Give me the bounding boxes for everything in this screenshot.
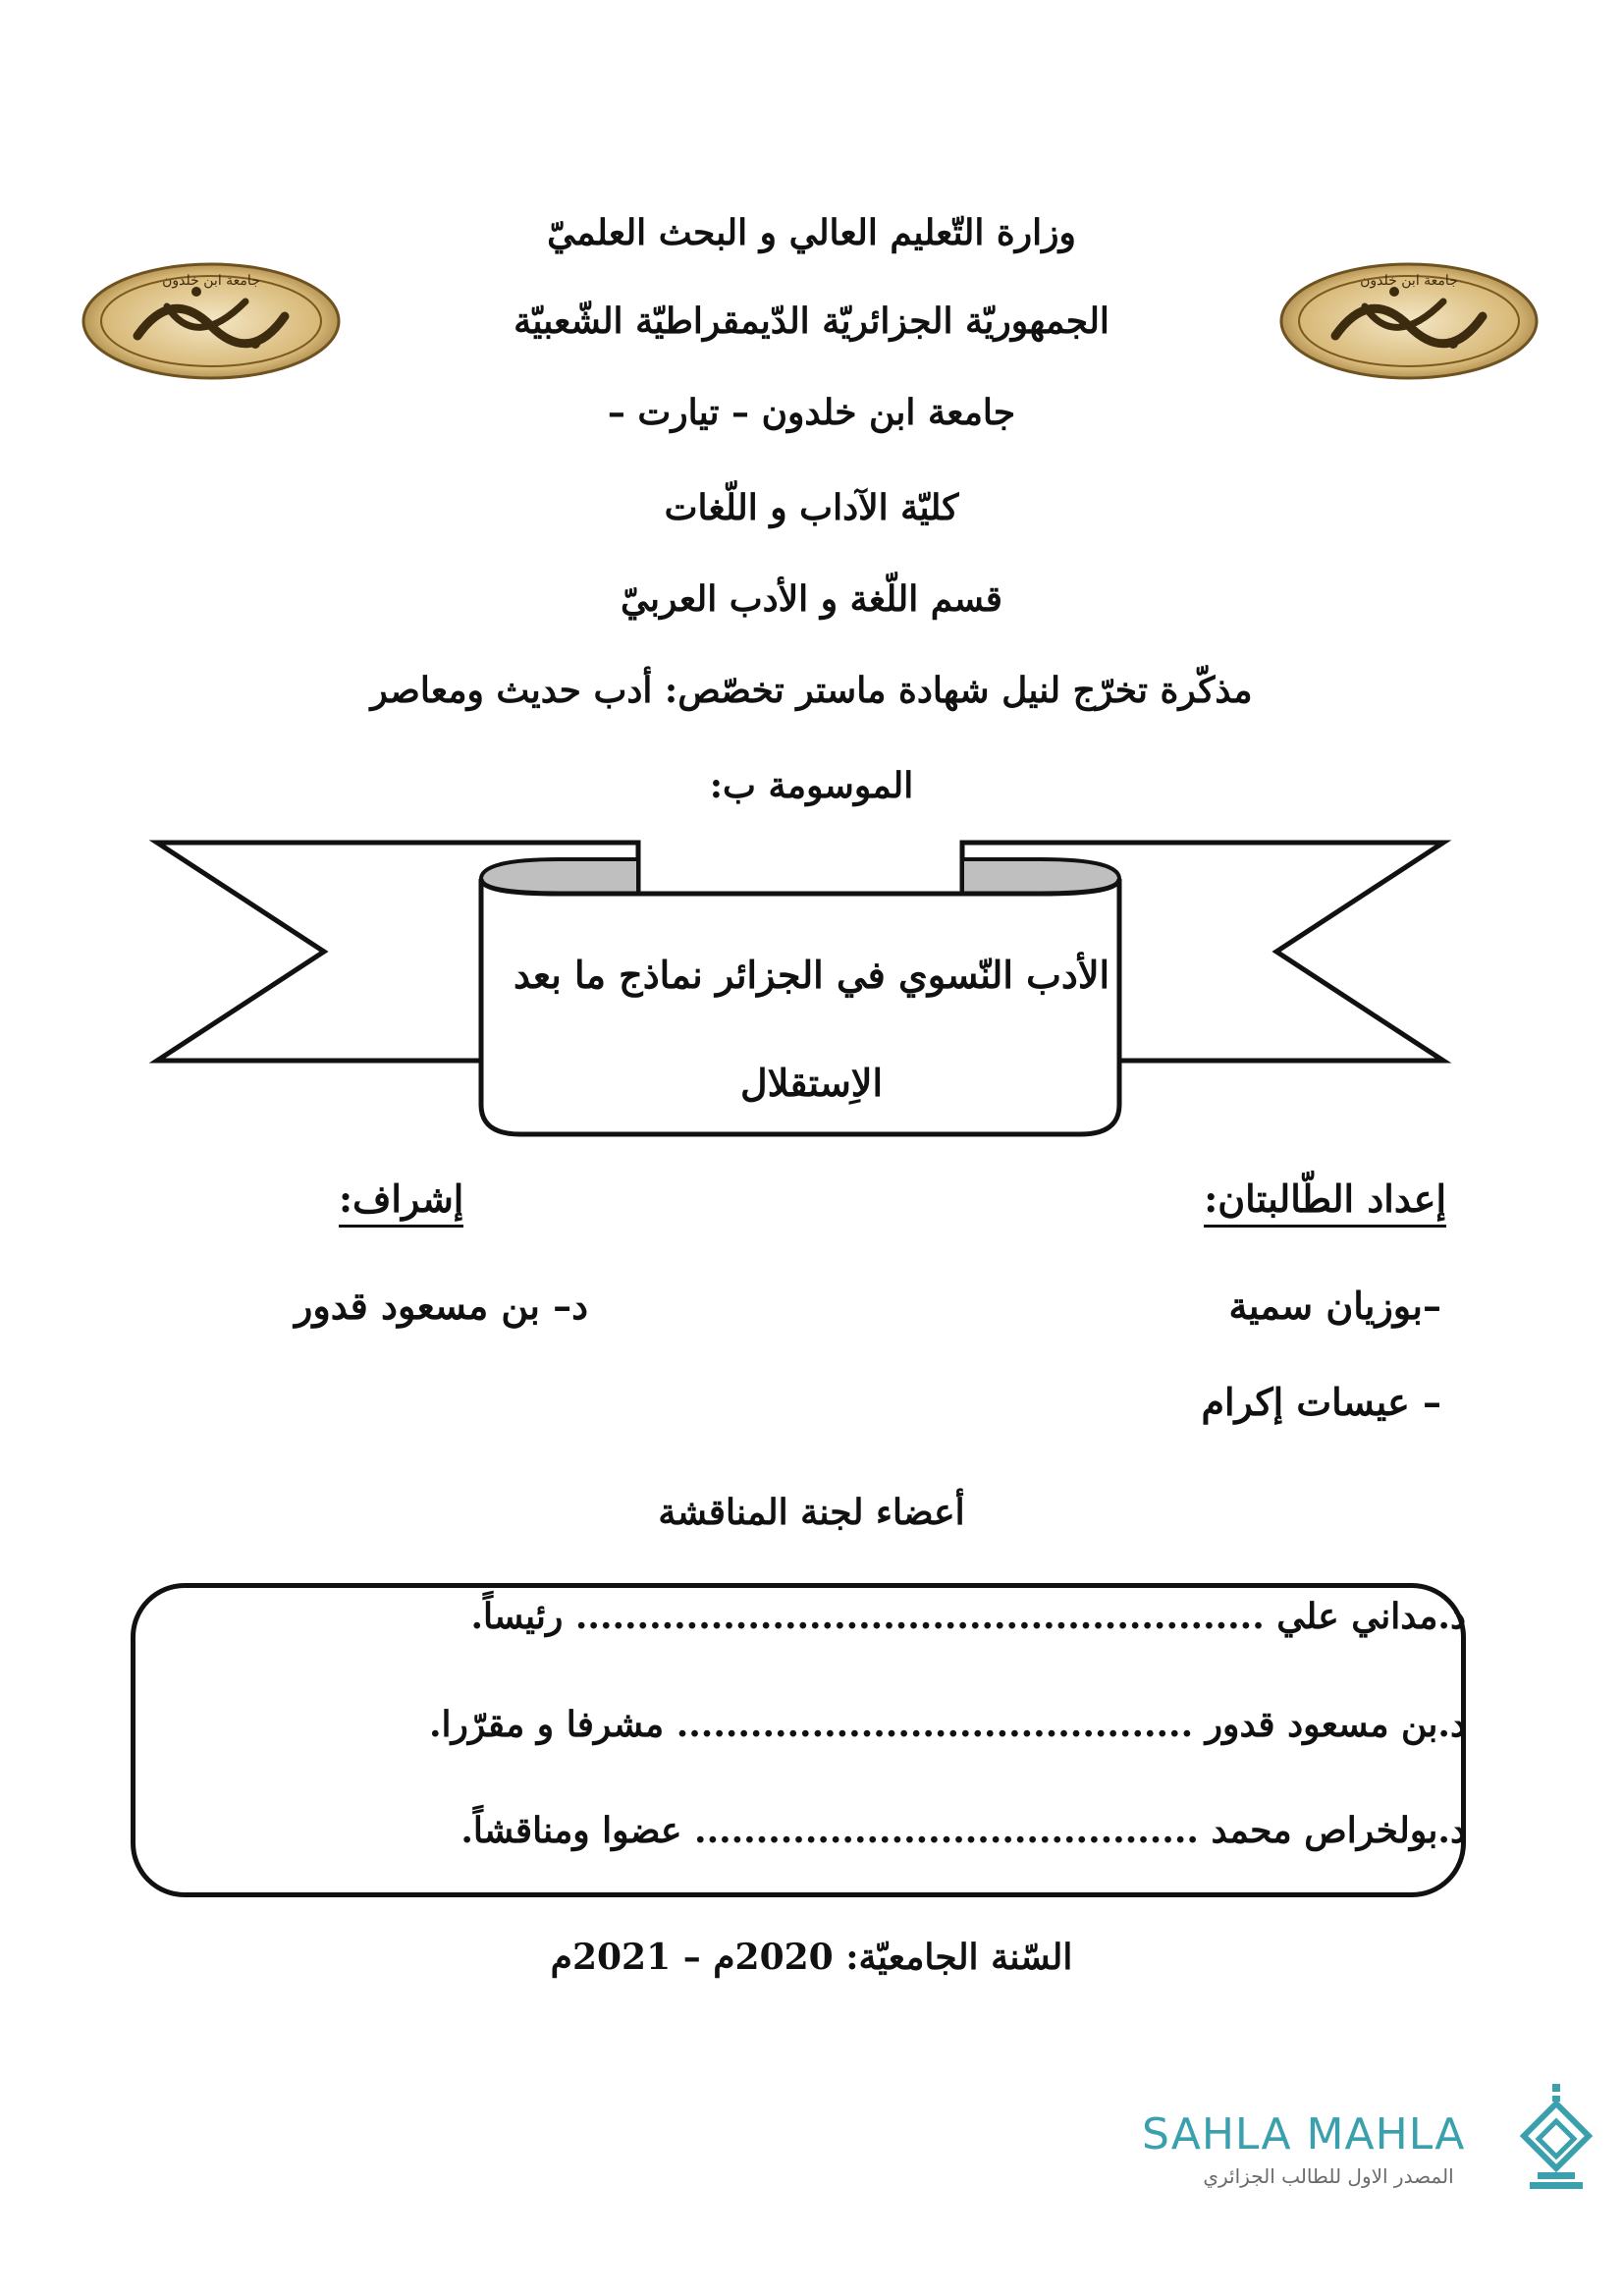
- member-name: د.بن مسعود قدور: [1205, 1704, 1466, 1745]
- member-name: د.بولخراص محمد: [1211, 1810, 1466, 1851]
- committee-member: [460, 1810, 1466, 1851]
- seal-text: جامعة ابن خلدون: [1360, 273, 1458, 289]
- students-label: إعداد الطّالبتان:: [1204, 1176, 1446, 1228]
- department-line: قسم اللّغة و الأدب العربيّ: [620, 578, 1003, 620]
- titled-by-line: الموسومة ب:: [709, 765, 914, 806]
- student-name-1: –بوزيان سمية: [1228, 1284, 1441, 1328]
- member-role: رئيساً.: [470, 1596, 564, 1637]
- sahla-mahla-brand: SAHLA MAHLA: [1142, 2109, 1466, 2159]
- supervisor-name: د– بن مسعود قدور: [295, 1284, 589, 1328]
- academic-year: السّنة الجامعيّة: 2020م – 2021م: [550, 1937, 1073, 1978]
- thesis-title-line1: الأدب النّسوي في الجزائر نماذج ما بعد: [513, 953, 1110, 997]
- member-name: د.مداني علي: [1276, 1596, 1466, 1637]
- seal-text: جامعة ابن خلدون: [162, 273, 260, 289]
- thesis-title-line2: الاِستقلال: [739, 1061, 884, 1105]
- degree-line: مذكّرة تخرّج لنيل شهادة ماستر تخصّص: أدب حديث ومعاصر: [370, 670, 1253, 711]
- member-role: مشرفا و مقرّرا.: [429, 1704, 665, 1745]
- republic-line: الجمهوريّة الجزائريّة الدّيمقراطيّة الشّعبيّة: [514, 301, 1109, 342]
- faculty-line: كليّة الآداب و اللّغات: [664, 487, 959, 528]
- committee-member: [470, 1596, 1466, 1637]
- student-name-2: – عيسات إكرام: [1201, 1380, 1441, 1424]
- member-dots: ........................................................: [574, 1596, 1265, 1637]
- member-dots: ..........................................: [676, 1704, 1194, 1745]
- ministry-line: وزارة التّعليم العالي و البحث العلميّ: [547, 212, 1076, 253]
- supervision-label: إشراف:: [339, 1176, 463, 1228]
- university-line: جامعة ابن خلدون – تيارت –: [607, 392, 1016, 433]
- committee-member: [429, 1704, 1466, 1745]
- committee-heading: أعضاء لجنة المناقشة: [658, 1492, 965, 1533]
- sahla-mahla-logo-icon: [1520, 2082, 1594, 2195]
- member-role: عضوا ومناقشاً.: [460, 1810, 682, 1851]
- member-dots: .........................................: [694, 1810, 1199, 1851]
- sahla-mahla-tagline: المصدر الاول للطالب الجزائري: [1203, 2164, 1454, 2188]
